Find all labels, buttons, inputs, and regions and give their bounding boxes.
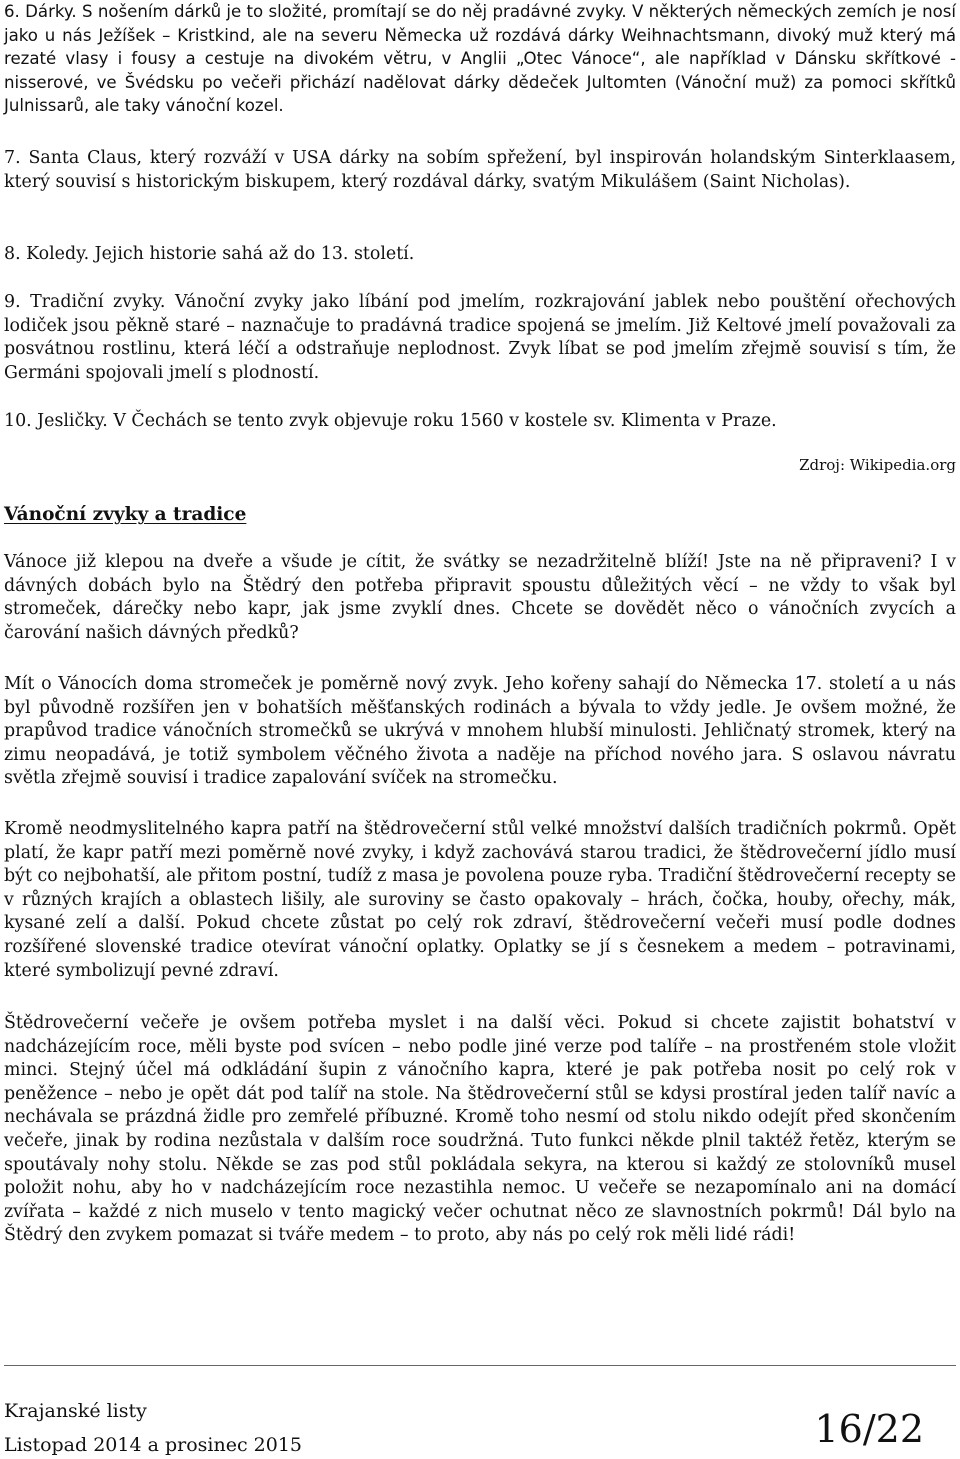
footer-issue: Listopad 2014 a prosinec 2015 xyxy=(4,1434,302,1456)
article-paragraph-intro: Vánoce již klepou na dveře a všude je cítit, že svátky se nezadržitelně blíží! Jste na ně připraveni? I v dávných dobách bylo na Štědrý den potřeba připravit spoustu důležitých věcí – ne vždy to však byl stromeček, dárečky nebo kapr, jak jsme zvyklí dnes. Chcete se dovědět něco o vánočních zvycích a čarování našich dávných předků? xyxy=(4,552,956,643)
article-paragraph-tree: Mít o Vánocích doma stromeček je poměrně nový zvyk. Jeho kořeny sahají do Německa 17. století a u nás byl původně rozšířen jen v bohatších měšťanských rodinách a bývala to vždy jedle. Je ovšem možné, že prapůvod tradice vánočních stromečků se ukrývá v mnohem hlubší minulosti. Jehličnatý stromek, který na zimu neopadává, je totiž symbolem věčného života a naděje na příchod nového jara. S oslavou návratu světla zřejmě souvisí i tradice zapalování svíček na stromečku. xyxy=(4,674,956,789)
item-6-paragraph: 6. Dárky. S nošením dárků je to složité, promítají se do něj pradávné zvyky. V některých německých zemích je nosí jako u nás Ježíšek – Kristkind, ale na severu Německa už rozdává dárky Weihnachtsmann, divoký muž který má rezaté vlasy i fousy a cestuje na divokém větru, v Anglii „Otec Vánoce“, ale například v Dánsku skřítkové - nisserové, ve Švédsku po večeři přichází nadělovat dárky dědeček Jultomten (Vánoční muž) za pomoci skřítků Julnissarů, ale taky vánoční kozel. xyxy=(4,2,956,116)
article-paragraph-food: Kromě neodmyslitelného kapra patří na štědrovečerní stůl velké množství dalších tradičních pokrmů. Opět platí, že kapr patří mezi poměrně nové zvyky, i když zachovává starou tradici, že štědrovečerní jídlo musí být co nejbohatší, ale přitom postní, tudíž z masa je povolena pouze ryba. Tradiční štědrovečerní recepty se v různých krajích a oblastech lišily, ale suroviny se často opakovaly – hrách, čočka, houby, ořechy, mák, kysané zelí a další. Pokud chcete zůstat po celý rok zdraví, štědrovečerní večeři musí podle dodnes rozšířené slovenské tradice otevírat vánoční oplatky. Oplatky se jí s česnekem a medem – potravinami, které symbolizují pevné zdraví. xyxy=(4,819,956,981)
item-8-paragraph: 8. Koledy. Jejich historie sahá až do 13. století. xyxy=(4,244,415,264)
footer-divider xyxy=(4,1365,956,1366)
article-heading: Vánoční zvyky a tradice xyxy=(4,504,247,525)
page-number: 16/22 xyxy=(814,1407,924,1451)
item-7-paragraph: 7. Santa Claus, který rozváží v USA dárky na sobím spřežení, byl inspirován holandským Sinterklaasem, který souvisí s historickým biskupem, který rozdával dárky, svatým Mikulášem (Saint Nicholas). xyxy=(4,148,956,192)
item-10-paragraph: 10. Jesličky. V Čechách se tento zvyk objevuje roku 1560 v kostele sv. Klimenta v Praze. xyxy=(4,411,777,431)
item-9-paragraph: 9. Tradiční zvyky. Vánoční zvyky jako líbání pod jmelím, rozkrajování jablek nebo pouštění ořechových lodiček jsou pěkně staré – naznačuje to pradávná tradice spojená se jmelím. Již Keltové jmelí považovali za posvátnou rostlinu, která léčí a odstraňuje neplodnost. Zvyk líbat se pod jmelím zřejmě souvisí s tím, že Germáni spojovali jmelí s plodností. xyxy=(4,292,956,383)
source-note: Zdroj: Wikipedia.org xyxy=(799,456,956,474)
footer-publication: Krajanské listy xyxy=(4,1400,147,1422)
article-paragraph-dinner-customs: Štědrovečerní večeře je ovšem potřeba myslet i na další věci. Pokud si chcete zajistit bohatství v nadcházejícím roce, měli byste pod svícen – nebo podle jiné verze pod talíře – na prostřeném stole vložit minci. Stejný účel má odkládání šupin z vánočního kapra, které je pak potřeba nosit po celý rok v peněžence – nebo je opět dát pod talíř na stole. Na štědrovečerní stůl se kdysi prostíral jeden talíř navíc a nechávala se prázdná židle pro zemřelé příbuzné. Kromě toho nesmí od stolu nikdo odejít před skončením večeře, jinak by rodina nezůstala v dalším roce soudržná. Tuto funkci někde plnil taktéž řetěz, kterým se spoutávaly nohy stolu. Někde se zas pod stůl pokládala sekyra, na kterou si každý ze stolovníků musel položit nohu, aby ho v nadcházejícím roce nezastihla nemoc. U večeře se nezapomínalo ani na domácí zvířata – každé z nich muselo v tento magický večer ochutnat něco ze slavnostních pokrmů! Dál bylo na Štědrý den zvykem pomazat si tváře medem – to proto, aby nás po celý rok měli lidé rádi! xyxy=(4,1013,956,1246)
